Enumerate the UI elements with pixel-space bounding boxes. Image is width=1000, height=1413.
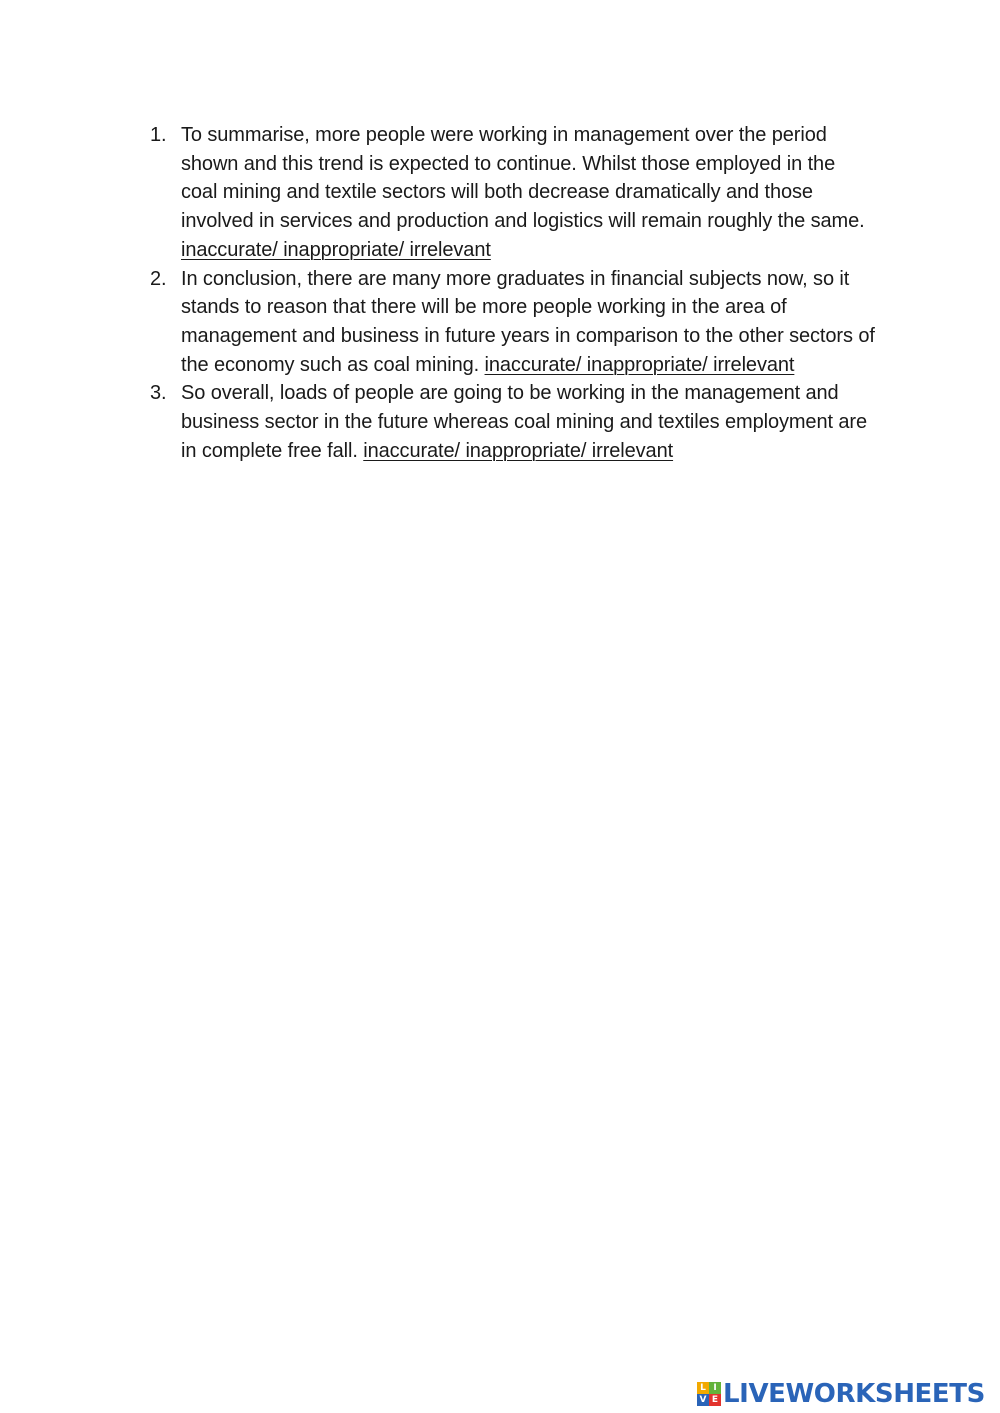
answer-options[interactable]: inaccurate/ inappropriate/ irrelevant bbox=[181, 238, 491, 261]
question-number: 2. bbox=[150, 267, 167, 290]
logo-text: LIVEWORKSHEETS bbox=[723, 1379, 985, 1409]
question-item-3 bbox=[148, 379, 876, 465]
question-text: So overall, loads of people are going to be working in the management and business sector in the future whereas coal mining and textiles employment are in complete free fall. bbox=[181, 382, 867, 462]
logo-tile-l: L bbox=[697, 1382, 709, 1394]
logo-grid-icon bbox=[697, 1382, 721, 1406]
answer-options[interactable]: inaccurate/ inappropriate/ irrelevant bbox=[484, 353, 795, 376]
question-number: 1. bbox=[150, 124, 167, 146]
question-text: To summarise, more people were working in management over the period shown and this trend is expected to continue. Whilst those employed in the coal mining and textile sectors will both decrease dramatically and those involved in services and production and logistics will remain roughly the same. bbox=[181, 124, 865, 233]
question-number: 3. bbox=[150, 382, 167, 405]
logo-tile-v: V bbox=[697, 1394, 709, 1406]
question-list bbox=[148, 121, 876, 465]
question-item-1 bbox=[148, 121, 876, 265]
logo-tile-e: E bbox=[709, 1394, 721, 1406]
liveworksheets-logo bbox=[697, 1378, 985, 1410]
logo-tile-i: I bbox=[709, 1382, 721, 1394]
answer-options[interactable]: inaccurate/ inappropriate/ irrelevant bbox=[363, 439, 674, 462]
question-text: In conclusion, there are many more graduates in financial subjects now, so it stands to reason that there will be more people working in the area of management and business in future years in comparison to the other sectors of the economy such as coal mining. bbox=[181, 267, 875, 376]
question-item-2 bbox=[148, 265, 876, 380]
